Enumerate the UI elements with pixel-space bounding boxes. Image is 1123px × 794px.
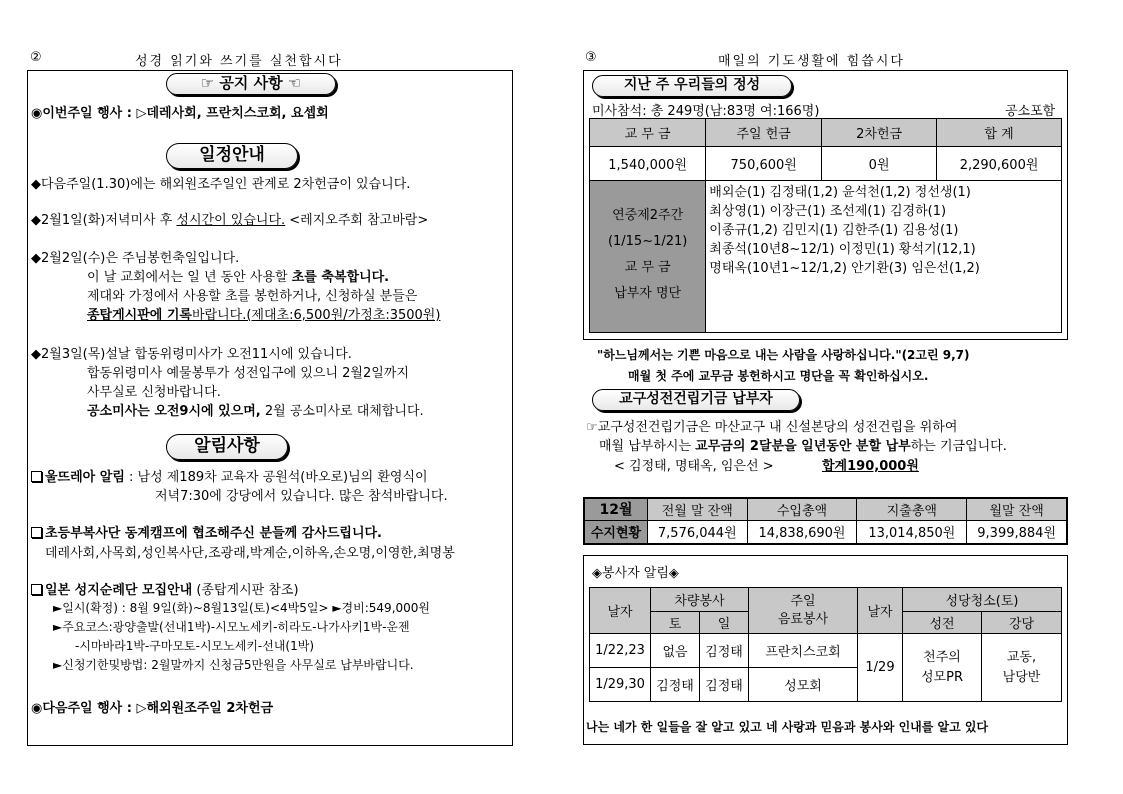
alert-item-1b: 저녁7:30에 강당에서 있습니다. 많은 참석바랍니다. [155,489,448,504]
volunteer-title: ◈봉사자 알림◈ [592,566,679,581]
schedule-title: 일정안내 [166,143,298,169]
finance-value: 14,838,690원 [747,520,857,544]
finance-label-month: 12월 [584,498,648,520]
gongso-note: 공소포함 [1005,104,1056,119]
schedule-item-4c: 사무실로 신청바랍니다. [87,385,221,400]
vol-clean-hall: 교동, 남당반 [982,634,1062,702]
payer-list-label: 연중제2주간 (1/15~1/21) 교 무 금 납부자 명단 [590,181,706,333]
this-week-events: ◉이번주일 행사 : ▷데레사회, 프란치스코회, 요셉회 [31,106,329,121]
notice-title: ☞ 공지 사항 ☜ [166,73,336,95]
vol-sat-header: 토 [651,612,700,634]
offering-value: 0원 [822,147,937,181]
offering-header: 교 무 금 [590,119,706,147]
fund-line-1: ☞교구성전건립기금은 마산교구 내 신설본당의 성전건립을 위하여 [586,420,958,435]
schedule-item-3b: 이 날 교회에서는 일 년 동안 사용할 초를 축복합니다. [87,270,390,285]
vol-cell: 김정태 [651,668,700,702]
quote-note: 매월 첫 주에 교무금 봉헌하시고 명단을 꼭 확인하십시오. [628,369,929,383]
payer-names: 배외순(1) 김정태(1,2) 윤석천(1,2) 정선생(1) 최상영(1) 이장근(1) 조선제(1) 김경하(1) 이종규(1,2) 김민지(1) 김한주(1) 김용성(1) 최종석(10년8~12/1) 이정민(1) 황석기(12,1) 명태옥(10년1~12/1,2) 안기환(3) 임은선(1,2) [706,181,1062,333]
left-page-number: ② [30,50,42,65]
vol-cell: 1/22,23 [590,634,651,668]
finance-header: 지출총액 [857,498,967,520]
alert-item-3-l1: ►일시(확정) : 8월 9일(화)~8월13일(토)<4박5일> ►경비:549,000원 [53,601,431,615]
schedule-item-2: ◆2월1일(화)저녁미사 후 성시간이 있습니다. <레지오주회 참고바람> [31,213,429,228]
volunteer-table [589,587,1062,702]
alert-item-3-l4: ►신청기한및방법: 2월말까지 신청금5만원을 사무실로 납부바랍니다. [53,658,414,672]
offering-value: 2,290,600원 [937,147,1062,181]
fund-line-2: 매월 납부하시는 교무금의 2달분을 일년동안 분할 납부하는 기금입니다. [599,439,1007,454]
finance-label-status: 수지현황 [584,520,648,544]
vol-date-header: 날자 [590,588,651,634]
finance-value: 9,399,884원 [967,520,1067,544]
offering-header: 합 계 [937,119,1062,147]
alert-item-1: 울뜨레아 알림 : 남성 제189차 교육자 공원석(바오로)님의 환영식이 [31,466,428,485]
finance-header: 전월 말 잔액 [648,498,748,520]
fund-title: 교구성전건립기금 납부자 [592,389,800,411]
alert-title: 알림사항 [166,434,288,460]
schedule-item-3a: ◆2월2일(수)은 주님봉헌축일입니다. [31,251,240,266]
finance-header: 월말 잔액 [967,498,1067,520]
vol-clean-church: 천주의 성모PR [903,634,982,702]
vol-cell: 김정태 [700,634,749,668]
checkbox-square-icon [31,471,42,482]
next-week-events: ◉다음주일 행사 : ▷해외원조주일 2차헌금 [31,701,274,716]
vol-clean-header: 성당청소(토) [903,588,1062,612]
vol-hall-header: 강당 [982,612,1062,634]
vol-date2-header: 날자 [858,588,903,634]
offering-value: 1,540,000원 [590,147,706,181]
offering-header: 주일 헌금 [706,119,822,147]
schedule-item-4a: ◆2월3일(목)설날 합동위령미사가 오전11시에 있습니다. [31,347,352,362]
alert-item-3-l2: ►주요코스:광양출발(선내1박)-시모노세키-히라도-나가사키1박-운젠 [53,620,410,634]
alert-item-2-names: 데레사회,사목회,성인복사단,조광래,박계순,이하옥,손오명,이영한,최명봉 [45,546,455,561]
attendance: 미사참석: 총 249명(남:83명 여:166명) [592,104,820,119]
checkbox-square-icon [31,527,42,538]
alert-item-2: 초등부복사단 동계캠프에 협조해주신 분들께 감사드립니다. [31,522,382,541]
fund-names: < 김정태, 명태옥, 임은선 > [614,459,774,474]
footer-verse: 나는 네가 한 일들을 잘 알고 있고 네 사랑과 믿음과 봉사와 인내를 알고 있다 [586,720,989,734]
schedule-item-4b: 합동위령미사 예물봉투가 성전입구에 있으니 2월2일까지 [87,366,409,381]
right-page-number: ③ [585,50,597,65]
right-header: 매일의 기도생활에 힘씁시다 [718,54,905,69]
schedule-item-4d: 공소미사는 오전9시에 있으며, 2월 공소미사로 대체합니다. [87,404,424,419]
schedule-item-3d: 종탑게시판에 기록바랍니다.(제대초:6,500원/가정초:3500원) [87,308,441,323]
offering-header: 2차헌금 [822,119,937,147]
alert-item-3-l3: -시마바라1박-구마모토-시모노세키-선내(1박) [75,639,315,653]
vol-cell: 프란치스코회 [749,634,858,668]
alert-item-3: 일본 성지순례단 모집안내 (종탑게시판 참조) [31,579,299,598]
schedule-item-1: ◆다음주일(1.30)에는 해외원조주일인 관계로 2차헌금이 있습니다. [31,177,411,192]
vol-car-header: 차량봉사 [651,588,749,612]
vol-cell: 없음 [651,634,700,668]
vol-cell: 김정태 [700,668,749,702]
vol-sun-header: 일 [700,612,749,634]
vol-clean-date: 1/29 [858,634,903,702]
vol-church-header: 성전 [903,612,982,634]
offering-title: 지난 주 우리들의 정성 [592,75,792,97]
schedule-item-3c: 제대와 가정에서 사용할 초를 봉헌하거나, 신청하실 분들은 [87,289,418,304]
vol-cell: 성모회 [749,668,858,702]
finance-value: 13,014,850원 [857,520,967,544]
checkbox-square-icon [31,584,42,595]
offering-table [589,118,1062,333]
finance-value: 7,576,044원 [648,520,748,544]
vol-cell: 1/29,30 [590,668,651,702]
quote: "하느님께서는 기쁜 마음으로 내는 사람을 사랑하십니다."(2고린 9,7) [597,348,970,362]
offering-value: 750,600원 [706,147,822,181]
left-header: 성경 읽기와 쓰기를 실천합시다 [135,54,343,69]
finance-table [583,497,1068,545]
fund-total: 합계190,000원 [822,459,919,474]
finance-header: 수입총액 [747,498,857,520]
vol-drink-header: 주일 음료봉사 [749,588,858,634]
